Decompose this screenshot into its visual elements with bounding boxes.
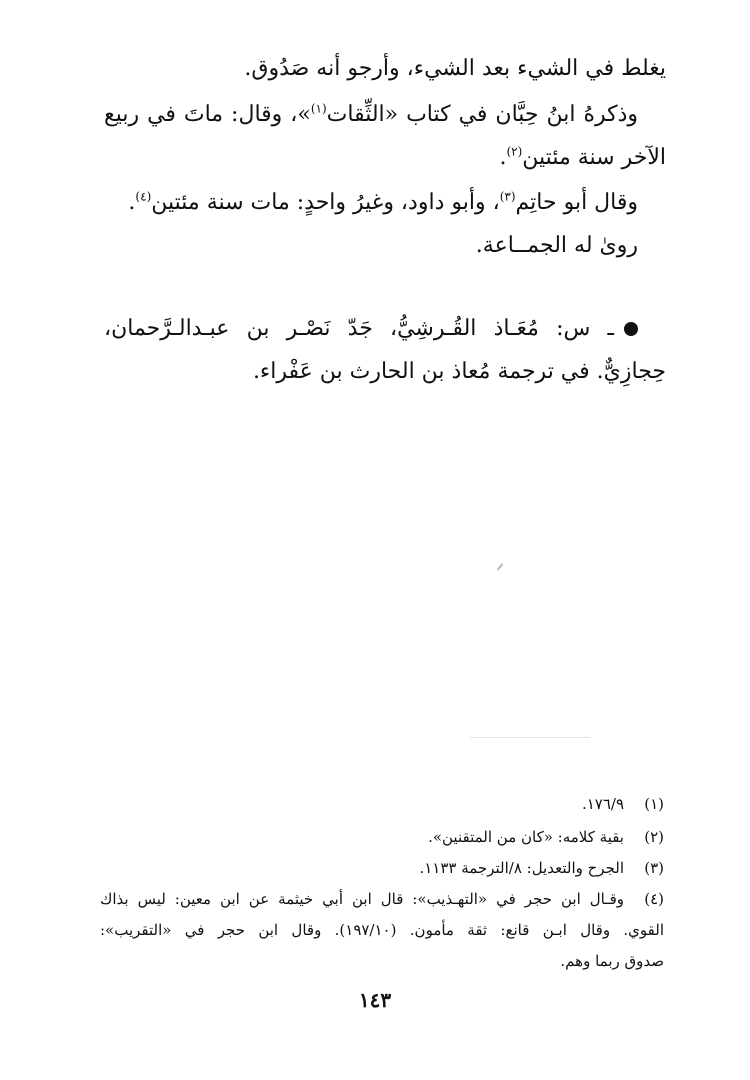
entry-line-1	[104, 314, 638, 344]
text-run: حِجازِيٌّ. في ترجمة مُعاذ بن الحارث بن عَفْراء.	[252, 359, 666, 384]
bullet-icon	[624, 322, 638, 336]
text-run: .	[128, 190, 136, 215]
body-line-5	[104, 231, 638, 261]
body-line-2	[104, 100, 638, 130]
footnote-ref-4[interactable]: (٤)	[135, 189, 152, 204]
text-run: روىٰ له الجمــاعة.	[475, 233, 638, 258]
footnote-number: (٣)	[644, 859, 664, 877]
text-run: الآخر سنة مئتين	[522, 145, 666, 170]
body-line-1	[104, 54, 666, 84]
footnote-text: بقية كلامه: «كان من المتقنين».	[428, 828, 624, 846]
text-run: وذكرهُ ابنُ حِبَّان في كتاب «الثِّقات	[326, 102, 639, 127]
entry-title: ـ س: مُعَـاذ القُـرشِيُّ، جَدّ نَصْـر بن عبـدالـرَّحمان،	[104, 316, 614, 341]
text-run: ، وأبو داود، وغيرُ واحدٍ: مات سنة مئتين	[151, 190, 500, 215]
page-number: ١٤٣	[358, 988, 392, 1012]
footnote-ref-2[interactable]: (٢)	[506, 144, 523, 159]
footnote-text: الجرح والتعديل: ٨/الترجمة ١١٣٣.	[419, 859, 624, 877]
scan-mark	[470, 737, 590, 738]
footnote-text: وقـال ابن حجر في «التهـذيب»: قال ابن أبي خيثمة عن ابن معين: ليس بذاك	[100, 890, 624, 908]
body-line-3	[104, 143, 666, 173]
entry-line-2	[104, 357, 666, 387]
footnote-number: (٤)	[644, 890, 664, 908]
scan-mark	[497, 563, 504, 570]
text-run: وقال أبو حاتِم	[515, 190, 638, 215]
text-run: يغلط في الشيء بعد الشيء، وأرجو أنه صَدُوق.	[244, 56, 666, 81]
footnote-text: ١٧٦/٩.	[581, 795, 624, 813]
footnote-ref-3[interactable]: (٣)	[499, 189, 516, 204]
footnote-text: القوي. وقال ابـن قانع: ثقة مأمون. (١٩٧/١٠). وقال ابن حجر في «التقريب»:	[100, 921, 664, 939]
footnote-number: (١)	[644, 795, 664, 813]
body-line-4	[104, 188, 638, 218]
footnote-number: (٢)	[644, 828, 664, 846]
footnote-ref-1[interactable]: (١)	[310, 101, 327, 116]
text-run: .	[499, 145, 507, 170]
text-run: »، وقال: ماتَ في ربيع	[104, 102, 311, 127]
footnote-text: صدوق ربما وهم.	[560, 952, 664, 970]
